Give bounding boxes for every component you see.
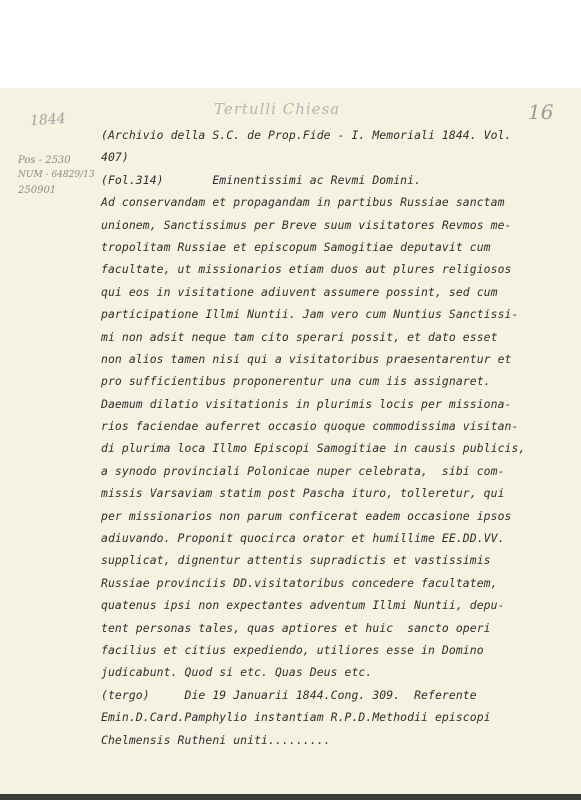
body-line: participatione Illmi Nuntii. Jam vero cum Nuntius Sanctissi- xyxy=(101,307,519,322)
body-line: missis Varsaviam statim post Pascha ituro, tolleretur, qui xyxy=(101,486,505,501)
handwritten-reference-1: Pos - 2530 xyxy=(18,155,71,166)
body-line: qui eos in visitatione adiuvent assumere possint, sed cum xyxy=(101,284,498,299)
scan-bottom-edge xyxy=(0,794,581,800)
body-line: Ad conservandam et propagandam in partibus Russiae sanctam xyxy=(101,195,505,210)
tergo-line: (tergo) Die 19 Januarii 1844.Cong. 309. Referente xyxy=(101,687,477,702)
typed-document-text xyxy=(101,124,561,751)
archive-citation-line: 407) xyxy=(101,150,129,165)
body-line: a synodo provinciali Polonicae nuper celebrata, sibi com- xyxy=(101,463,505,478)
body-line: tent personas tales, quas aptiores et huic sancto operi xyxy=(101,620,491,635)
body-line: unionem, Sanctissimus per Breve suum visitatores Revmos me- xyxy=(101,217,512,232)
tergo-line: Emin.D.Card.Pamphylio instantiam R.P.D.Methodii episcopi xyxy=(101,710,491,725)
tergo-line: Chelmensis Rutheni uniti......... xyxy=(101,732,331,747)
body-line: facultate, ut missionarios etiam duos aut plures religiosos xyxy=(101,262,512,277)
scan-top-margin xyxy=(0,0,581,88)
handwritten-folio-number: 16 xyxy=(528,100,554,124)
handwritten-top-note: Tertulli Chiesa xyxy=(214,100,341,118)
handwritten-reference-2: NUM - 64829/13 xyxy=(18,170,95,180)
body-line: supplicat, dignentur attentis supradictis et vastissimis xyxy=(101,553,491,568)
body-line: quatenus ipsi non expectantes adventum Illmi Nuntii, depu- xyxy=(101,598,505,613)
body-line: Daemum dilatio visitationis in plurimis locis per missiona- xyxy=(101,396,512,411)
body-line: adiuvando. Proponit quocirca orator et humillime EE.DD.VV. xyxy=(101,531,505,546)
body-line: mi non adsit neque tam cito sperari possit, et dato esset xyxy=(101,329,498,344)
body-line: judicabunt. Quod si etc. Quas Deus etc. xyxy=(101,665,373,680)
body-line: non alios tamen nisi qui a visitatoribus praesentarentur et xyxy=(101,351,512,366)
handwritten-reference-3: 250901 xyxy=(18,185,57,196)
body-line: tropolitam Russiae et episcopum Samogitiae deputavit cum xyxy=(101,239,491,254)
salutation-line: (Fol.314) Eminentissimi ac Revmi Domini. xyxy=(101,172,422,187)
body-line: per missionarios non parum conficerat eadem occasione ipsos xyxy=(101,508,512,523)
archive-citation-line: (Archivio della S.C. de Prop.Fide - I. Memoriali 1844. Vol. xyxy=(101,128,512,142)
handwritten-year: 1844 xyxy=(29,110,67,130)
body-line: Russiae provinciis DD.visitatoribus concedere facultatem, xyxy=(101,575,498,590)
body-line: pro sufficientibus proponerentur una cum iis assignaret. xyxy=(101,374,491,389)
body-line: di plurima loca Illmo Episcopi Samogitiae in causis publicis, xyxy=(101,441,526,456)
body-line: rios faciendae auferret occasio quoque commodissima visitan- xyxy=(101,419,519,434)
body-line: facilius et citius expediendo, utiliores esse in Domino xyxy=(101,642,484,657)
